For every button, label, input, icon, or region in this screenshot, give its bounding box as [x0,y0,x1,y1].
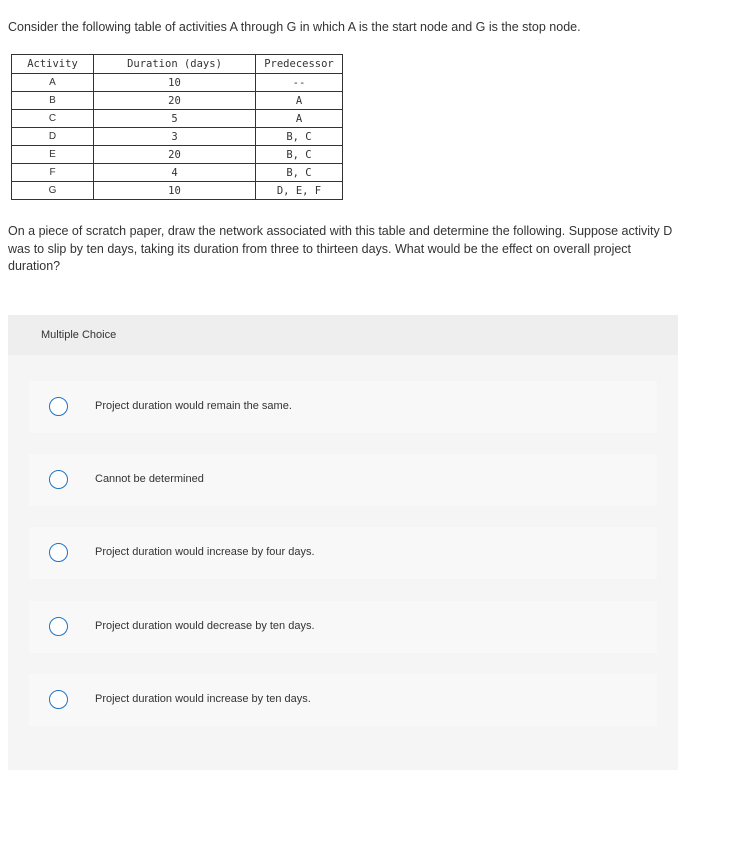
table-row [12,146,343,164]
multiple-choice-panel [8,315,678,770]
predecessor-cell: A [256,110,343,128]
duration-cell: 5 [94,110,256,128]
table-row [12,182,343,200]
table-row [12,128,343,146]
radio-button-icon[interactable] [49,617,68,636]
radio-button-icon[interactable] [49,690,68,709]
column-header-duration: Duration (days) [94,55,256,74]
predecessor-cell: A [256,92,343,110]
answer-option-label[interactable]: Project duration would increase by ten days. [95,693,311,705]
question-text: On a piece of scratch paper, draw the network associated with this table and determine the following. Suppose activity D was to slip by ten days, taking its duration from three to thirteen days. What would be the effect on overall project duration? [8,224,673,273]
column-header-predecessor: Predecessor [256,55,343,74]
duration-cell: 20 [94,92,256,110]
column-header-activity: Activity [12,55,94,74]
table-row [12,92,343,110]
intro-text: Consider the following table of activities A through G in which A is the start node and G is the stop node. [8,20,581,34]
answer-option-1[interactable] [29,381,657,433]
answer-option-label[interactable]: Project duration would remain the same. [95,400,292,412]
duration-cell: 4 [94,164,256,182]
duration-cell: 10 [94,74,256,92]
table-row [12,74,343,92]
table-row [12,110,343,128]
table-header-row [12,55,343,74]
duration-cell: 3 [94,128,256,146]
duration-cell: 20 [94,146,256,164]
activity-cell: F [12,164,94,182]
answer-option-3[interactable] [29,527,657,579]
radio-button-icon[interactable] [49,397,68,416]
multiple-choice-label: Multiple Choice [41,329,117,341]
multiple-choice-header [8,315,678,355]
predecessor-cell: B, C [256,128,343,146]
activity-cell: G [12,182,94,200]
answer-option-5[interactable] [29,674,657,726]
radio-button-icon[interactable] [49,470,68,489]
answer-option-2[interactable] [29,454,657,506]
activity-cell: D [12,128,94,146]
answer-option-label[interactable]: Cannot be determined [95,473,204,485]
duration-cell: 10 [94,182,256,200]
answer-option-4[interactable] [29,601,657,653]
predecessor-cell: B, C [256,164,343,182]
predecessor-cell: B, C [256,146,343,164]
activity-cell: C [12,110,94,128]
activity-cell: A [12,74,94,92]
answer-option-label[interactable]: Project duration would decrease by ten days. [95,620,315,632]
activity-cell: B [12,92,94,110]
activity-table [11,54,343,200]
predecessor-cell: -- [256,74,343,92]
answer-option-label[interactable]: Project duration would increase by four days. [95,546,315,558]
radio-button-icon[interactable] [49,543,68,562]
predecessor-cell: D, E, F [256,182,343,200]
activity-cell: E [12,146,94,164]
table-row [12,164,343,182]
